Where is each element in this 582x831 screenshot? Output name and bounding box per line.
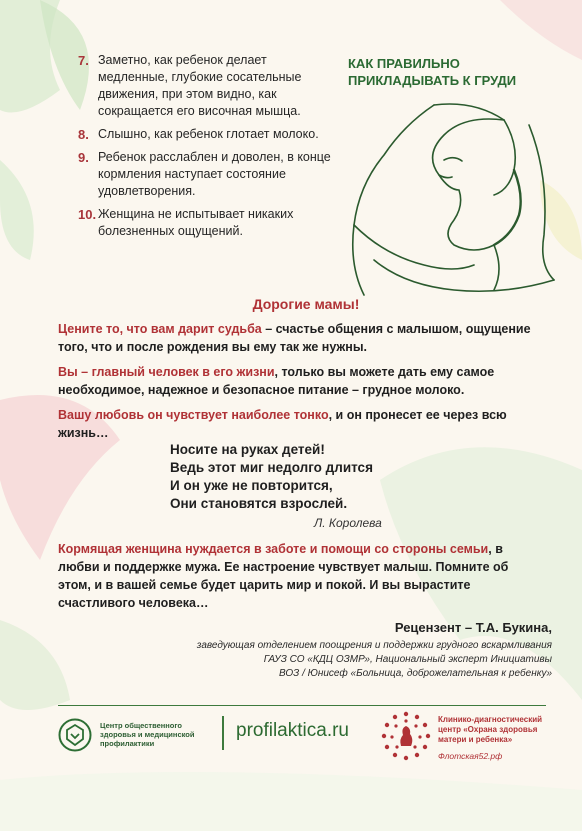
reviewer-desc: заведующая отделением поощрения и поддержки грудного вскармливания (196, 640, 552, 651)
section-heading: КАК ПРАВИЛЬНО ПРИКЛАДЫВАТЬ К ГРУДИ (348, 56, 517, 88)
list-text: Ребенок расслаблен и доволен, в конце кормления наступает состояние удовлетворения. (98, 150, 331, 198)
body-text: , и он пронесет ее через всю жизнь… (58, 408, 507, 440)
list-text: Женщина не испытывает никаких болезненных ощущений. (98, 207, 294, 238)
criteria-list (78, 52, 333, 246)
maternal-health-center-logo-icon (380, 710, 432, 762)
list-item (78, 126, 333, 143)
family-message (58, 540, 544, 612)
list-number: 10. (78, 207, 97, 222)
body-text: , только вы можете дать ему самое необходимое, надежное и безопасное питание – грудное молоко. (58, 365, 495, 397)
message-paragraph (58, 540, 544, 612)
message-paragraph (58, 406, 544, 442)
poem-line: Носите на руках детей! (170, 442, 325, 457)
reviewer-desc: ВОЗ / Юнисеф «Больница, доброжелательная к ребенку» (278, 668, 552, 679)
org-name-maternal-health: Клинико-диагностический центр «Охрана здоровья матери и ребенка» (438, 715, 543, 744)
highlight-text: Вашу любовь он чувствует наиболее тонко (58, 408, 329, 422)
website-link-2[interactable]: Флотская52.рф (438, 751, 503, 761)
message-paragraph (58, 363, 544, 399)
org-name-public-health: Центр общественного здоровья и медицинской профилактики (100, 721, 195, 748)
message-paragraph (58, 320, 544, 356)
reviewer-desc: ГАУЗ СО «КДЦ ОЗМР», Национальный эксперт Инициативы (263, 654, 552, 665)
list-text: Заметно, как ребенок делает медленные, глубокие сосательные движения, при этом видно, как сокращается его височная мышца. (98, 53, 302, 118)
website-link[interactable]: profilaktica.ru (236, 720, 349, 741)
highlight-text: Кормящая женщина нуждается в заботе и помощи со стороны семьи (58, 542, 489, 556)
list-text: Слышно, как ребенок глотает молоко. (98, 127, 319, 141)
message-block (58, 296, 544, 449)
list-number: 8. (78, 127, 89, 142)
poem-line: Ведь этот миг недолго длится (170, 460, 373, 475)
highlight-text: Вы – главный человек в его жизни (58, 365, 275, 379)
footer-separator (222, 716, 224, 750)
list-item (78, 52, 333, 120)
list-item (78, 149, 333, 200)
poem-author: Л. Королева (314, 516, 382, 530)
message-title: Дорогие мамы! (252, 296, 360, 312)
public-health-center-logo-icon (58, 718, 92, 752)
reviewer-block (122, 620, 552, 681)
list-item (78, 206, 333, 240)
highlight-text: Цените то, что вам дарит судьба (58, 322, 262, 336)
list-number: 7. (78, 53, 89, 68)
list-number: 9. (78, 150, 89, 165)
poem (170, 441, 470, 513)
body-text: , в любви и поддержке мужа. Ее настроение чувствует малыш. Помните об этом, и в вашей семье будет царить мир и покой. И вы вырастите счастливого человека… (58, 542, 509, 610)
footer-divider (58, 705, 546, 706)
breastfeeding-illustration (344, 95, 564, 300)
reviewer-name: Рецензент – Т.А. Букина, (394, 620, 552, 635)
poem-line: Они становятся взрослей. (170, 496, 348, 511)
body-text: – счастье общения с малышом, ощущение того, что и после рождения вы ему так же нужны. (58, 322, 531, 354)
poem-line: И он уже не повторится, (170, 478, 333, 493)
